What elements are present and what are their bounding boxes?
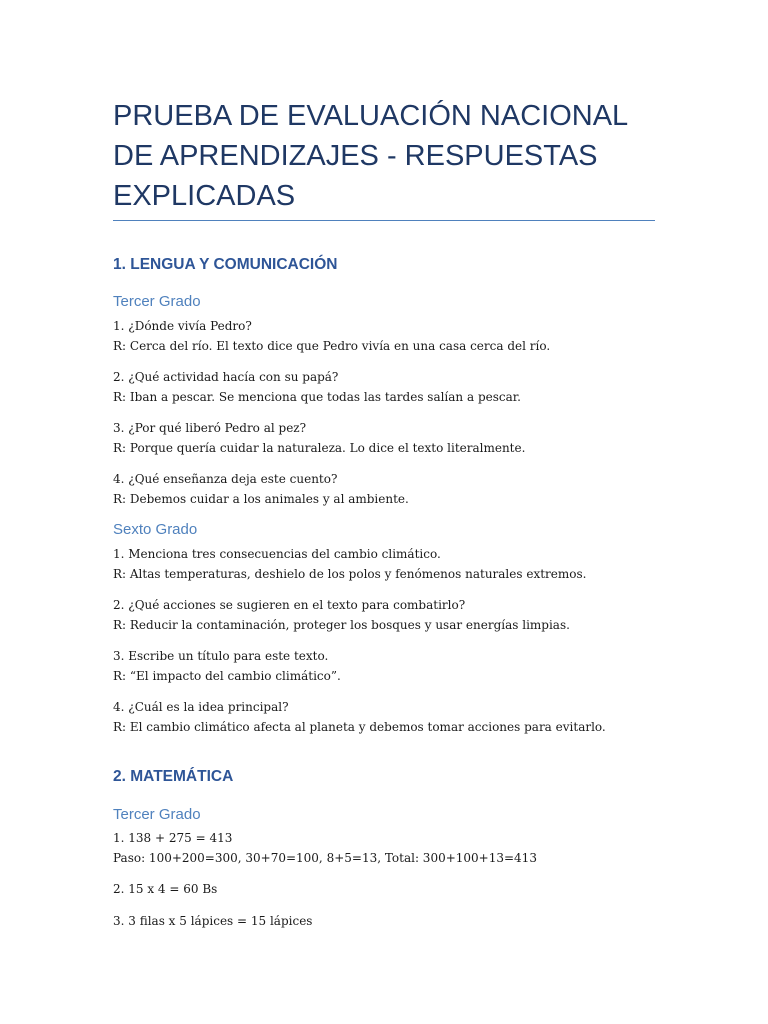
document-title: PRUEBA DE EVALUACIÓN NACIONAL DE APRENDIZAJES - RESPUESTAS EXPLICADAS <box>113 100 628 212</box>
question: 3. Escribe un título para este texto. <box>113 649 329 663</box>
title-divider <box>113 220 655 221</box>
answer: R: Reducir la contaminación, proteger los bosques y usar energías limpias. <box>113 618 570 632</box>
question: 1. ¿Dónde vivía Pedro? <box>113 319 252 333</box>
qa-item <box>113 828 673 868</box>
qa-item <box>113 646 673 686</box>
question: 2. 15 x 4 = 60 Bs <box>113 882 218 896</box>
section-heading-matematica: 2. MATEMÁTICA <box>113 768 234 785</box>
answer: R: Debemos cuidar a los animales y al ambiente. <box>113 492 409 506</box>
section-heading-lengua: 1. LENGUA Y COMUNICACIÓN <box>113 256 338 273</box>
answer: Paso: 100+200=300, 30+70=100, 8+5=13, Total: 300+100+13=413 <box>113 851 537 865</box>
answer: R: Porque quería cuidar la naturaleza. Lo dice el texto literalmente. <box>113 441 526 455</box>
answer: R: Cerca del río. El texto dice que Pedro vivía en una casa cerca del río. <box>113 339 551 353</box>
grade-heading-tercer-lengua: Tercer Grado <box>113 293 201 310</box>
question: 2. ¿Qué actividad hacía con su papá? <box>113 370 339 384</box>
qa-item <box>113 418 673 458</box>
qa-item <box>113 316 673 356</box>
question: 4. ¿Cuál es la idea principal? <box>113 700 289 714</box>
question: 2. ¿Qué acciones se sugieren en el texto para combatirlo? <box>113 598 466 612</box>
qa-item <box>113 595 673 635</box>
qa-item <box>113 879 673 899</box>
question: 1. 138 + 275 = 413 <box>113 831 233 845</box>
answer: R: Iban a pescar. Se menciona que todas las tardes salían a pescar. <box>113 390 521 404</box>
question: 4. ¿Qué enseñanza deja este cuento? <box>113 472 338 486</box>
grade-heading-sexto-lengua: Sexto Grado <box>113 521 198 538</box>
answer: R: Altas temperaturas, deshielo de los polos y fenómenos naturales extremos. <box>113 567 587 581</box>
question: 3. ¿Por qué liberó Pedro al pez? <box>113 421 307 435</box>
qa-item <box>113 544 673 584</box>
qa-item <box>113 697 673 737</box>
answer: R: El cambio climático afecta al planeta y debemos tomar acciones para evitarlo. <box>113 720 606 734</box>
grade-heading-tercer-matematica: Tercer Grado <box>113 806 201 823</box>
qa-item <box>113 469 673 509</box>
qa-item <box>113 367 673 407</box>
qa-item <box>113 911 673 931</box>
answer: R: “El impacto del cambio climático”. <box>113 669 341 683</box>
question: 1. Menciona tres consecuencias del cambio climático. <box>113 547 441 561</box>
question: 3. 3 filas x 5 lápices = 15 lápices <box>113 914 313 928</box>
